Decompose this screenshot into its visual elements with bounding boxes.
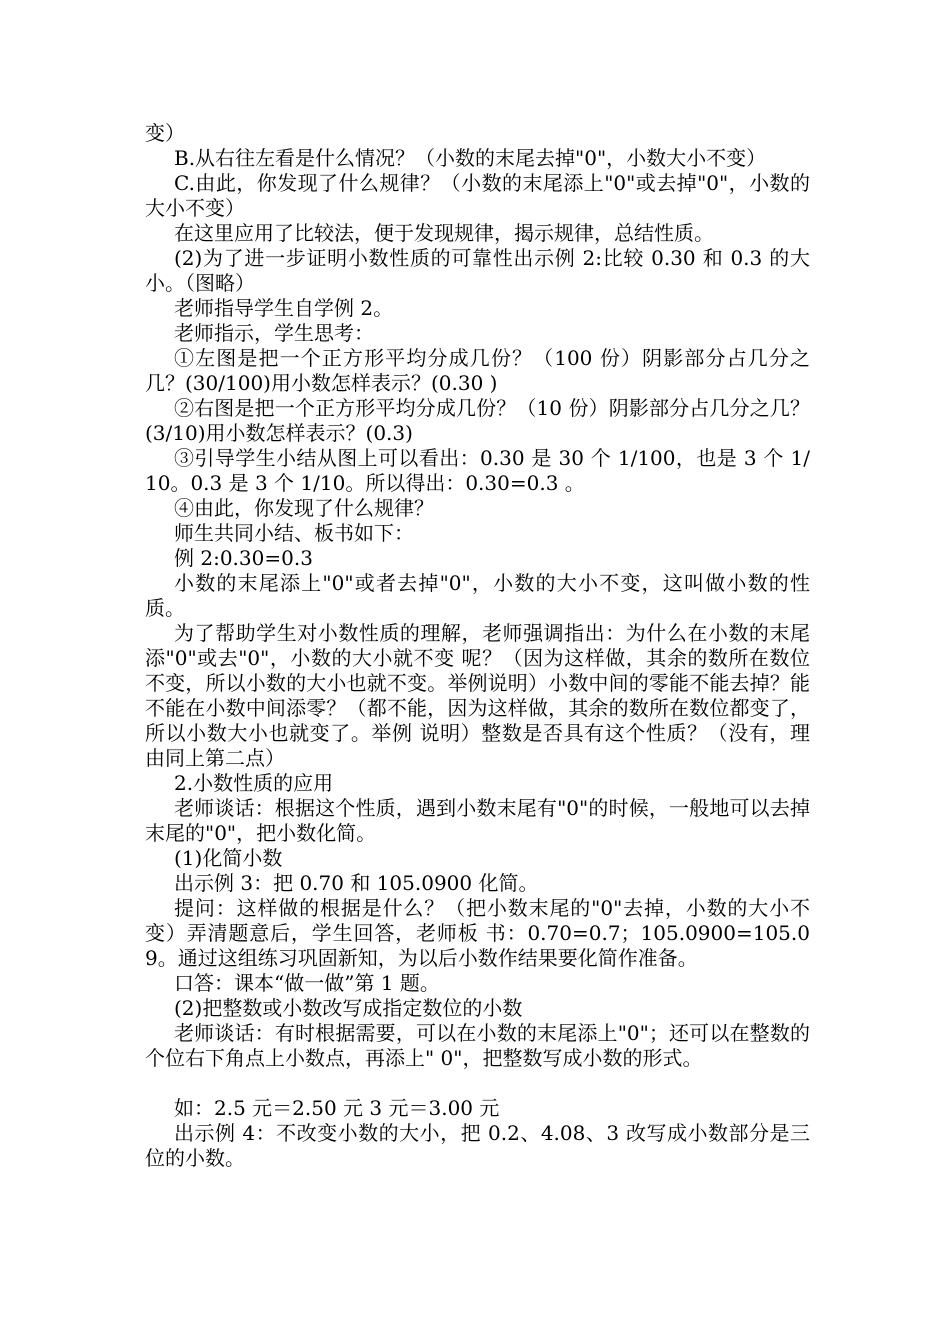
paragraph: C.由此，你发现了什么规律？（小数的末尾添上"0"或去掉"0"，小数的大小不变） [145, 171, 810, 220]
paragraph: 老师指导学生自学例 2。 [174, 296, 394, 320]
paragraph: ②右图是把一个正方形平均分成几份？（10 份）阴影部分占几分之几？(3/10)用小数怎样表示？(0.3) [145, 396, 810, 445]
paragraph: 出示例 4：不改变小数的大小，把 0.2、4.08、3 改写成小数部分是三位的小数。 [145, 1121, 810, 1170]
paragraph: 如：2.5 元＝2.50 元 3 元＝3.00 元 [174, 1096, 500, 1120]
paragraph: 师生共同小结、板书如下： [174, 521, 414, 545]
paragraph: ③引导学生小结从图上可以看出：0.30 是 30 个 1/100，也是 3 个 1/10。0.3 是 3 个 1/10。所以得出：0.30=0.3 。 [145, 446, 810, 495]
paragraph: 在这里应用了比较法，便于发现规律，揭示规律，总结性质。 [174, 221, 714, 245]
paragraph: 小数的末尾添上"0"或者去掉"0"，小数的大小不变，这叫做小数的性质。 [145, 571, 810, 620]
paragraph: 例 2:0.30=0.3 [174, 546, 313, 570]
paragraph: 出示例 3：把 0.70 和 105.0900 化简。 [174, 871, 539, 895]
subsection-heading: (1)化简小数 [174, 846, 283, 870]
paragraph: ④由此，你发现了什么规律？ [174, 496, 434, 520]
section-heading: 2.小数性质的应用 [174, 771, 334, 795]
paragraph: 老师指示，学生思考： [174, 321, 374, 345]
paragraph: 口答：课本“做一做”第 1 题。 [174, 971, 440, 995]
paragraph: B.从右往左看是什么情况？（小数的末尾去掉"0"，小数大小不变） [174, 146, 767, 170]
paragraph: ①左图是把一个正方形平均分成几份？（100 份）阴影部分占几分之几？(30/100)用小数怎样表示？(0.30 ) [145, 346, 810, 395]
document-body [145, 121, 810, 1171]
paragraph: 老师谈话：根据这个性质，遇到小数末尾有"0"的时候，一般地可以去掉末尾的"0"，把小数化简。 [145, 796, 810, 845]
paragraph: 老师谈话：有时根据需要，可以在小数的末尾添上"0"；还可以在整数的个位右下角点上小数点，再添上" 0"，把整数写成小数的形式。 [145, 1021, 810, 1070]
subsection-heading: (2)把整数或小数改写成指定数位的小数 [174, 996, 523, 1020]
paragraph: (2)为了进一步证明小数性质的可靠性出示例 2:比较 0.30 和 0.3 的大小。（图略） [145, 246, 810, 295]
paragraph: 为了帮助学生对小数性质的理解，老师强调指出：为什么在小数的末尾添"0"或去"0"，小数的大小就不变 呢？（因为这样做，其余的数所在数位不变，所以小数的大小也就不变。举例说明）小数中间的零能不能去掉？能不能在小数中间添零？（都不能，因为这样做，其余的数所在数位都变了，所以小数大小也就变了。举例 说明）整数是否具有这个性质？（没有，理由同上第二点） [145, 621, 810, 770]
paragraph: 提问：这样做的根据是什么？（把小数末尾的"0"去掉，小数的大小不变）弄清题意后，学生回答，老师板 书：0.70=0.7；105.0900=105.09。通过这组练习巩固新知，为以后小数作结果要化简作准备。 [145, 896, 810, 970]
paragraph: 变） [145, 121, 185, 145]
